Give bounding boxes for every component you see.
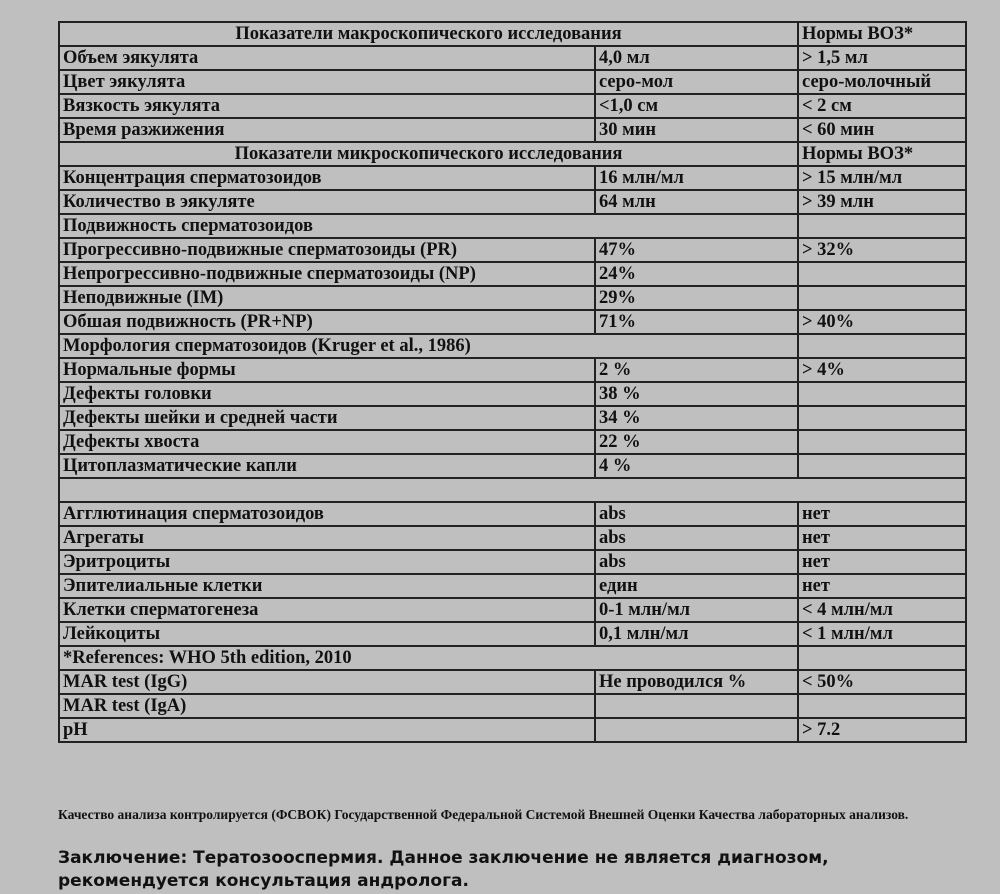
empty-cell <box>798 214 966 238</box>
row-value: 64 млн <box>595 190 798 214</box>
table-row <box>59 526 966 550</box>
row-value <box>595 694 798 718</box>
table-row <box>59 94 966 118</box>
row-label: Количество в эякуляте <box>59 190 595 214</box>
table-row <box>59 238 966 262</box>
table-row <box>59 166 966 190</box>
row-norm <box>798 406 966 430</box>
row-label: Агрегаты <box>59 526 595 550</box>
row-label: Время разжижения <box>59 118 595 142</box>
table-row <box>59 382 966 406</box>
spacer-row <box>59 478 966 502</box>
row-value <box>595 718 798 742</box>
row-label: Лейкоциты <box>59 622 595 646</box>
row-norm: > 7.2 <box>798 718 966 742</box>
morphology-header-row <box>59 334 966 358</box>
row-label: MAR test (IgA) <box>59 694 595 718</box>
table-row <box>59 718 966 742</box>
conclusion-text: Заключение: Тератозооспермия. Данное заключение не является диагнозом, рекомендуется консультация андролога. <box>58 848 829 891</box>
row-norm: < 50% <box>798 670 966 694</box>
row-value: abs <box>595 526 798 550</box>
table-row <box>59 502 966 526</box>
row-label: MAR test (IgG) <box>59 670 595 694</box>
table-row <box>59 310 966 334</box>
row-label: Дефекты хвоста <box>59 430 595 454</box>
macro-header: Показатели макроскопического исследования <box>59 22 798 46</box>
morphology-header: Морфология сперматозоидов (Kruger et al., 1986) <box>59 334 798 358</box>
row-value: 47% <box>595 238 798 262</box>
row-label: Концентрация сперматозоидов <box>59 166 595 190</box>
row-norm <box>798 430 966 454</box>
quality-control-footnote: Качество анализа контролируется (ФСВОК) Государственной Федеральной Системой Внешней Оценки Качества лабораторных анализов. <box>58 807 909 822</box>
row-norm: нет <box>798 526 966 550</box>
motility-header: Подвижность сперматозоидов <box>59 214 798 238</box>
row-value: 0,1 млн/мл <box>595 622 798 646</box>
motility-header-row <box>59 214 966 238</box>
row-norm: > 32% <box>798 238 966 262</box>
empty-cell <box>798 646 966 670</box>
row-label: Вязкость эякулята <box>59 94 595 118</box>
row-norm <box>798 694 966 718</box>
references-note: *References: WHO 5th edition, 2010 <box>59 646 798 670</box>
table-row <box>59 286 966 310</box>
row-norm: < 2 см <box>798 94 966 118</box>
row-label: Эпителиальные клетки <box>59 574 595 598</box>
empty-cell <box>798 334 966 358</box>
table-row <box>59 430 966 454</box>
table-row <box>59 574 966 598</box>
table-row <box>59 118 966 142</box>
row-norm: > 40% <box>798 310 966 334</box>
row-label: Обшая подвижность (PR+NP) <box>59 310 595 334</box>
row-value: 38 % <box>595 382 798 406</box>
row-label: Неподвижные (IM) <box>59 286 595 310</box>
micro-header: Показатели микроскопического исследования <box>59 142 798 166</box>
row-norm <box>798 454 966 478</box>
row-value: 24% <box>595 262 798 286</box>
row-value: един <box>595 574 798 598</box>
row-value: 30 мин <box>595 118 798 142</box>
table-row <box>59 670 966 694</box>
row-norm: нет <box>798 550 966 574</box>
row-norm: < 1 млн/мл <box>798 622 966 646</box>
row-label: Цитоплазматические капли <box>59 454 595 478</box>
table-row <box>59 262 966 286</box>
row-value: 22 % <box>595 430 798 454</box>
table-row <box>59 598 966 622</box>
row-norm: нет <box>798 502 966 526</box>
row-value: abs <box>595 502 798 526</box>
row-label: pH <box>59 718 595 742</box>
row-value: 4 % <box>595 454 798 478</box>
row-norm: серо-молочный <box>798 70 966 94</box>
table-row <box>59 622 966 646</box>
references-row <box>59 646 966 670</box>
row-label: Дефекты шейки и средней части <box>59 406 595 430</box>
row-label: Клетки сперматогенеза <box>59 598 595 622</box>
micro-norm-header: Нормы ВОЗ* <box>798 142 966 166</box>
row-value: серо-мол <box>595 70 798 94</box>
row-value: <1,0 см <box>595 94 798 118</box>
table-row <box>59 358 966 382</box>
macro-header-row <box>59 22 966 46</box>
row-value: 29% <box>595 286 798 310</box>
row-norm: > 4% <box>798 358 966 382</box>
row-label: Непрогрессивно-подвижные сперматозоиды (NP) <box>59 262 595 286</box>
macro-norm-header: Нормы ВОЗ* <box>798 22 966 46</box>
row-label: Нормальные формы <box>59 358 595 382</box>
table-row <box>59 190 966 214</box>
micro-header-row <box>59 142 966 166</box>
row-value: 71% <box>595 310 798 334</box>
table-row <box>59 406 966 430</box>
row-norm: < 4 млн/мл <box>798 598 966 622</box>
row-label: Агглютинация сперматозоидов <box>59 502 595 526</box>
row-value: 2 % <box>595 358 798 382</box>
table-row <box>59 694 966 718</box>
row-norm <box>798 262 966 286</box>
row-label: Эритроциты <box>59 550 595 574</box>
row-norm: > 1,5 мл <box>798 46 966 70</box>
row-value: 16 млн/мл <box>595 166 798 190</box>
row-norm: > 39 млн <box>798 190 966 214</box>
table-row <box>59 550 966 574</box>
table-row <box>59 70 966 94</box>
row-value: abs <box>595 550 798 574</box>
row-norm <box>798 286 966 310</box>
row-label: Дефекты головки <box>59 382 595 406</box>
row-norm: < 60 мин <box>798 118 966 142</box>
row-norm <box>798 382 966 406</box>
row-label: Прогрессивно-подвижные сперматозоиды (PR) <box>59 238 595 262</box>
empty-cell <box>59 478 966 502</box>
semen-analysis-table <box>58 21 967 743</box>
row-value: 0-1 млн/мл <box>595 598 798 622</box>
row-value: Не проводился % <box>595 670 798 694</box>
row-value: 34 % <box>595 406 798 430</box>
table-row <box>59 46 966 70</box>
row-norm: > 15 млн/мл <box>798 166 966 190</box>
row-value: 4,0 мл <box>595 46 798 70</box>
row-norm: нет <box>798 574 966 598</box>
table-row <box>59 454 966 478</box>
row-label: Цвет эякулята <box>59 70 595 94</box>
row-label: Объем эякулята <box>59 46 595 70</box>
